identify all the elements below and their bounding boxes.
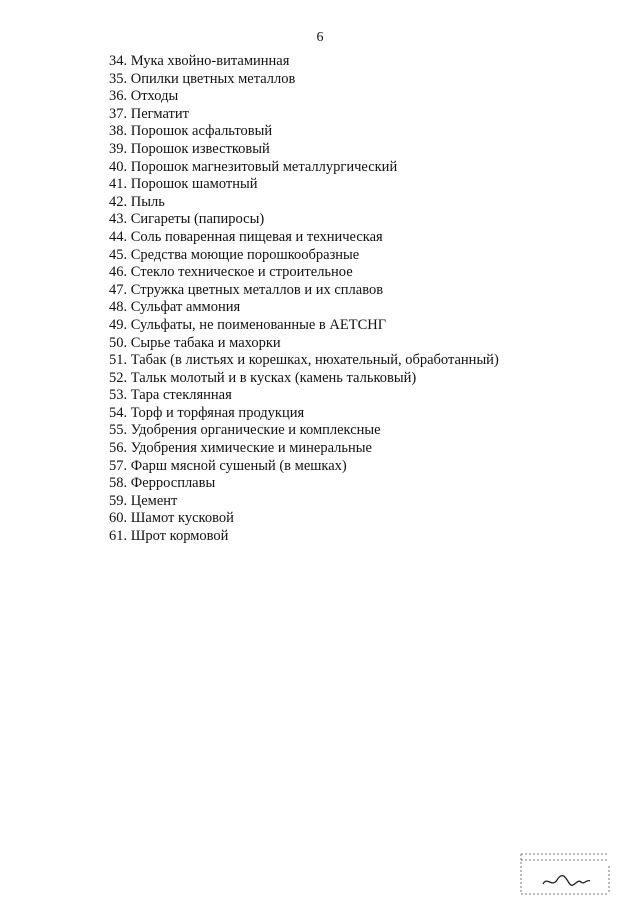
list-item: 53. Тара стеклянная bbox=[109, 387, 232, 404]
list-item: 39. Порошок известковый bbox=[109, 140, 270, 157]
list-item: 41. Порошок шамотный bbox=[109, 176, 258, 193]
list-item: 52. Тальк молотый и в кусках (камень тальковый) bbox=[109, 369, 417, 386]
list-item: 45. Средства моющие порошкообразные bbox=[109, 246, 360, 263]
list-item: 46. Стекло техническое и строительное bbox=[109, 264, 353, 281]
list-item: 48. Сульфат аммония bbox=[109, 299, 241, 316]
list-item: 61. Шрот кормовой bbox=[109, 528, 229, 545]
list-item: 34. Мука хвойно-витаминная bbox=[109, 53, 290, 69]
list-item: 38. Порошок асфальтовый bbox=[109, 123, 273, 140]
list-item: 57. Фарш мясной сушеный (в мешках) bbox=[109, 457, 347, 474]
list-item: 36. Отходы bbox=[109, 88, 179, 105]
list-item: 43. Сигареты (папиросы) bbox=[109, 211, 265, 228]
list-item: 51. Табак (в листьях и корешках, нюхательный, обработанный) bbox=[109, 352, 499, 369]
list-item: 56. Удобрения химические и минеральные bbox=[109, 440, 372, 457]
list-item: 42. Пыль bbox=[109, 193, 165, 210]
list-item: 59. Цемент bbox=[109, 492, 178, 509]
list-item: 44. Соль поваренная пищевая и техническая bbox=[109, 228, 383, 245]
list-item: 40. Порошок магнезитовый металлургический bbox=[109, 158, 398, 175]
list-item: 37. Пегматит bbox=[109, 105, 189, 122]
list-item: 54. Торф и торфяная продукция bbox=[109, 404, 305, 421]
cargo-list bbox=[109, 53, 499, 546]
list-item: 55. Удобрения органические и комплексные bbox=[109, 422, 381, 439]
list-item: 47. Стружка цветных металлов и их сплавов bbox=[109, 281, 384, 298]
list-item: 50. Сырье табака и махорки bbox=[109, 334, 281, 351]
approval-stamp bbox=[519, 850, 611, 896]
page-number: 6 bbox=[316, 30, 324, 45]
list-item: 58. Ферросплавы bbox=[109, 475, 216, 492]
list-item: 49. Сульфаты, не поименованные в АЕТСНГ bbox=[109, 316, 387, 333]
list-item: 35. Опилки цветных металлов bbox=[109, 70, 296, 87]
signature-scribble bbox=[543, 876, 590, 886]
list-item: 60. Шамот кусковой bbox=[109, 510, 234, 527]
